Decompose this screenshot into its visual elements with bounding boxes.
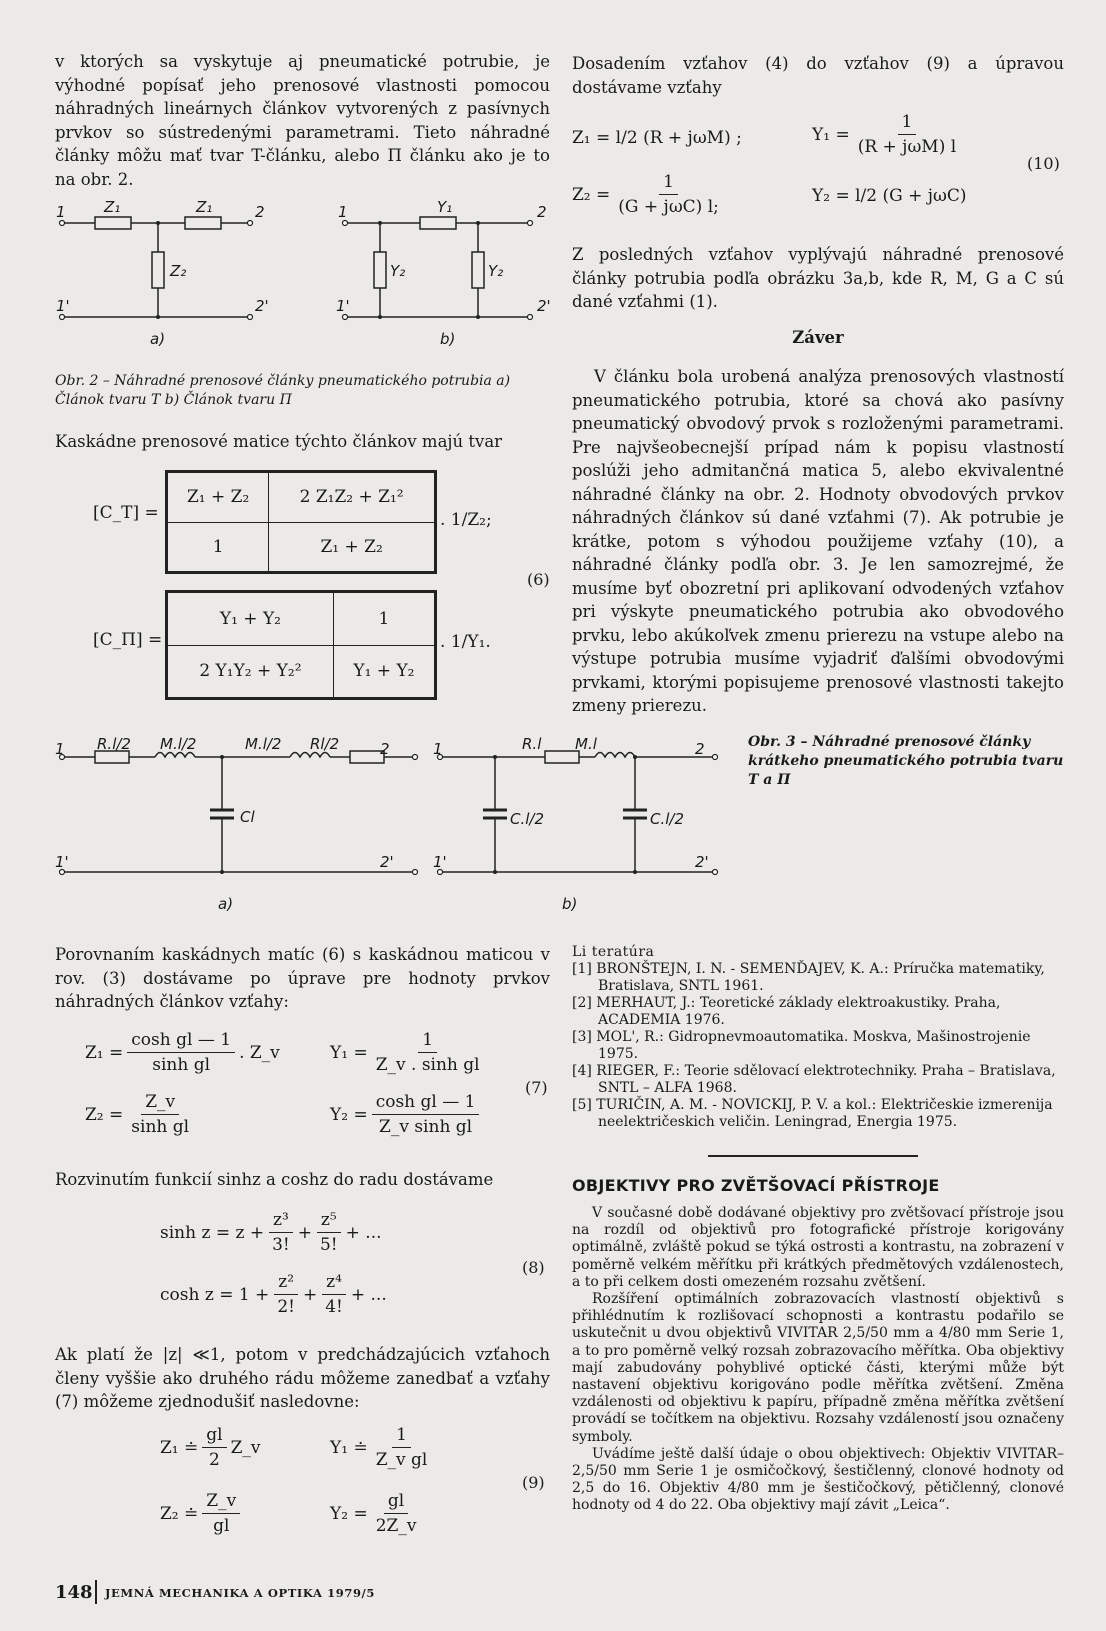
fig3b-c2: C.l/2: [650, 810, 685, 828]
reference-item: [5] TURIČIN, A. M. - NOVICKIJ, P. V. a kol.: Električeskie izmerenija neelektričeskich veličin. Leningrad, Energia 1975.: [572, 1097, 1053, 1130]
matrix-t-label: [C_T] =: [93, 503, 159, 523]
eq10-z2-num: 1: [659, 172, 678, 195]
fig2-caption: Obr. 2 – Náhradné prenosové články pneumatického potrubia a) Článok tvaru T b) Článok tvaru Π: [55, 373, 511, 408]
matrix-t-suffix: . 1/Z₂;: [440, 510, 492, 530]
zaver-paragraph: V článku bola urobená analýza prenosových vlastností pneumatického potrubia, ktoré sa chová ako pasívny pneumatický obvodový prvok s rozloženými parametrami. Pre najvšeobecnejší prípad nám k popisu vlastností poslúži jeho admitančná matica 5, alebo ekvivalentné náhradné články na obr. 2. Hodnoty obvodových prvkov náhradných článkov sú dané vzťahmi (7). Ak potrubie je krátke, potom s výhodou použijeme vzťahy (10), a náhradné články podľa obr. 3. Je len samozrejmé, že musíme byť obozretní pri aplikovaní odvodených vzťahov pri výskyte pneumatického potrubia ako obvodového prvku, lebo akúkoľvek zmenu prierezu na vstupe alebo na výstupe potrubia musíme vyjadriť ďalšími obvodovými prvkami, ktorými popisujeme prenosové vlastnosti takejto zmeny prierezu.: [572, 367, 1064, 715]
fig2a-z1-right: Z₁: [196, 198, 213, 216]
eq8-c2-den: 4!: [325, 1297, 343, 1317]
fig3b-c1: C.l/2: [510, 810, 545, 828]
figure-2-circuits: [50, 200, 560, 360]
left-intro-block: [55, 50, 550, 191]
fig3b-sublabel: b): [562, 895, 578, 913]
fig2a-z2: Z₂: [170, 262, 187, 280]
reference-item: [3] MOL', R.: Gidropnevmoautomatika. Moskva, Mašinostrojenie 1975.: [572, 1029, 1031, 1062]
fig2a-node-1: 1: [56, 203, 66, 221]
left-intro-paragraph: v ktorých sa vyskytuje aj pneumatické potrubie, je výhodné popísať jeho prenosové vlastnosti pomocou náhradných lineárnych článkov vytvorených z pasívnych prvkov so sústredenými parametrami. Tieto náhradné články môžu mať tvar T-článku, alebo Π článku ako je to na obr. 2.: [55, 52, 550, 189]
fig2a-node-2: 2: [255, 203, 265, 221]
fig2b-y1: Y₁: [437, 198, 453, 216]
matrix-t-d: Z₁ + Z₂: [269, 522, 435, 572]
fig3a-r1: R.l/2: [97, 735, 131, 753]
fig3b-node-1: 1: [433, 740, 443, 758]
article2-paragraph-1: V současné době dodávané objektivy pro zvětšovací přístroje jsou na rozdíl od objektivů pro fotografické přístroje korigovány optimálně, zvláště pokud se týká ostrosti a kontrastu, na zobrazení v poměrně velkém měřítku při krátkých předmětových vzdálenostech, a to při celkem dosti omezeném rozsahu zvětšení.: [572, 1205, 1064, 1290]
fig3a-c: Cl: [240, 808, 255, 826]
eq10-y1-num: 1: [898, 112, 917, 135]
right-column-top: [572, 52, 1064, 99]
eq8-s2-num: z⁵: [317, 1210, 341, 1233]
eq10-y1-lhs: Y₁ =: [812, 124, 850, 145]
fig3-caption: Obr. 3 – Náhradné prenosové články krátkeho pneumatického potrubia tvaru T a Π: [748, 734, 1064, 788]
eq9-z1-den: 2: [209, 1450, 220, 1470]
journal-name: JEMNÁ MECHANIKA A OPTIKA 1979/5: [105, 1586, 375, 1600]
eq7-y1-num: 1: [418, 1030, 437, 1053]
eq9-y1-den: Z_v gl: [375, 1450, 428, 1470]
fig3a-m2: M.l/2: [245, 735, 282, 753]
fig3a-m1: M.l/2: [160, 735, 197, 753]
eq8-sinh-lhs: sinh z = z +: [160, 1222, 265, 1243]
zaver-block: [572, 365, 1064, 718]
eq8-s2-den: 5!: [319, 1235, 338, 1255]
fig2b-node-1: 1: [338, 203, 348, 221]
fig3a-sublabel: a): [218, 895, 234, 913]
eq7-number: (7): [525, 1078, 548, 1097]
eq7-z1-den: sinh gl: [152, 1055, 211, 1075]
fig2b-node-2: 2: [537, 203, 547, 221]
matrix-pi-d: Y₁ + Y₂: [333, 645, 434, 698]
eq7-y1-lhs: Y₁ =: [330, 1042, 368, 1063]
eq9-y2-den: 2Z_v: [375, 1516, 417, 1536]
reference-item: [2] MERHAUT, J.: Teoretické základy elektroakustiky. Praha, ACADEMIA 1976.: [572, 995, 1001, 1028]
footer-divider: [95, 1580, 97, 1604]
eq9-z2-num: Z_v: [202, 1491, 240, 1514]
eq10-z2-lhs: Z₂ =: [572, 184, 611, 205]
fig3b-r: R.l: [522, 735, 542, 753]
equation-7: [85, 1030, 555, 1160]
eq7-y1-den: Z_v . sinh gl: [375, 1055, 480, 1075]
fig2b-y2-right: Y₂: [488, 262, 504, 280]
eq9-z1-lhs: Z₁ ≐: [160, 1437, 199, 1458]
fig2b-y2-left: Y₂: [390, 262, 406, 280]
eq8-cosh-tail: + ...: [350, 1284, 387, 1305]
fig3b-node-2p: 2': [695, 853, 709, 871]
references-block: [572, 943, 1064, 1131]
eq10-y1-den: (R + jωM) l: [857, 137, 957, 157]
eq7-z1-lhs: Z₁ =: [85, 1042, 124, 1063]
eq6-number: (6): [527, 570, 550, 589]
reference-item: [1] BRONŠTEJN, I. N. - SEMENĎAJEV, K. A.: Príručka matematiky, Bratislava, SNTL 1961.: [572, 961, 1045, 994]
eq9-y2-lhs: Y₂ =: [330, 1503, 368, 1524]
compare-block: [55, 943, 550, 1014]
fig3a-r2: Rl/2: [310, 735, 340, 753]
expand-paragraph: Rozvinutím funkcií sinhz a coshz do radu dostávame: [55, 1170, 494, 1189]
eq8-c1-num: z²: [274, 1272, 298, 1295]
page-number: 148: [55, 1582, 93, 1603]
eq8-c2-num: z⁴: [322, 1272, 346, 1295]
eq9-y1-num: 1: [392, 1425, 411, 1448]
eq8-c1-den: 2!: [277, 1297, 295, 1317]
fig3a-node-2p: 2': [380, 853, 394, 871]
fig3a-node-1p: 1': [55, 853, 69, 871]
eq9-z1-tail: Z_v: [230, 1437, 261, 1458]
equation-10: [572, 112, 1092, 222]
zaver-heading: Záver: [792, 328, 844, 347]
eq7-z2-den: sinh gl: [131, 1117, 190, 1137]
right-intro: Dosadením vzťahov (4) do vzťahov (9) a úpravou dostávame vzťahy: [572, 54, 1064, 97]
equation-8: sinh z = z + $\frac{\text{z³}}{3!}$ + $\frac{\text{z⁵}}{5!}$ + ... cosh z = 1 + $\frac{\text{z²}}{2!}$ + $\frac{\text{z⁴}}{4!}$ + ... (8): [160, 1210, 545, 1317]
eq8-cosh-lhs: cosh z = 1 +: [160, 1284, 270, 1305]
reference-item: [4] RIEGER, F.: Teorie sdělovací elektrotechniky. Praha – Bratislava, SNTL – ALFA 1968.: [572, 1063, 1056, 1096]
eq7-z1-num: cosh gl — 1: [127, 1030, 235, 1053]
fig3a-node-1: 1: [55, 740, 65, 758]
right-paragraph-2: Z posledných vzťahov vyplývajú náhradné prenosové články potrubia podľa obrázku 3a,b, kde R, M, G a C sú dané vzťahmi (1).: [572, 245, 1064, 311]
fig2b-sublabel: b): [440, 330, 456, 348]
article2-paragraph-3: Uvádíme ještě další údaje o obou objektivech: Objektiv VIVITAR–2,5/50 mm Serie 1 je osmičočkový, šestičlenný, clonové hodnoty od 2,5 do 16. Objektiv 4/80 mm je šestičočkový, pětičlenný, clonové hodnoty od 4 do 22. Oba objektivy mají závit „Leica“.: [572, 1445, 1064, 1514]
eq9-y1-lhs: Y₁ ≐: [330, 1437, 368, 1458]
matrix-pi-label: [C_Π] =: [93, 630, 163, 650]
eq7-z2-lhs: Z₂ =: [85, 1104, 124, 1125]
eq10-number: (10): [1027, 154, 1060, 173]
matrix-t-b: 2 Z₁Z₂ + Z₁²: [269, 473, 435, 523]
eq8-s1-den: 3!: [272, 1235, 290, 1255]
figure-3-circuits: [50, 735, 730, 915]
fig3b-m: M.l: [575, 735, 597, 753]
eq10-z2-den: (G + jωC) l;: [618, 197, 719, 217]
matrix-pi-suffix: . 1/Y₁.: [440, 632, 491, 652]
fig3a-node-2: 2: [380, 740, 390, 758]
eq9-y2-num: gl: [384, 1491, 408, 1514]
eq7-y2-den: Z_v sinh gl: [379, 1117, 473, 1137]
matrix-t-c: 1: [168, 522, 269, 572]
eq10-z1: Z₁ = l/2 (R + jωM) ;: [572, 128, 742, 148]
article2-paragraph-2: Rozšíření optimálních zobrazovacích vlastností objektivů s přihlédnutím k rozlišovací schopnosti a kontrastu podařilo se uskutečnit u dvou objektivů VIVITAR 2,5/50 mm a 4/80 mm Serie 1, a to pro poměrně velký rozsah zobrazovacího měřítka. Oba objektivy mají zabudovány pohyblivé optické části, kterými může být nastavení objektivu korigováno podle měřítka zvětšení. Změna vzdálenosti od objektivu k papíru, případně změna měřítka zvětšení provádí se točítkem na objektivu. Rozsahy vzdáleností jsou označeny symboly.: [572, 1291, 1064, 1445]
fig2a-node-1p: 1': [56, 297, 70, 315]
matrix-t-a: Z₁ + Z₂: [168, 473, 269, 523]
eq8-sinh-tail: + ...: [345, 1222, 382, 1243]
eq7-y2-num: cosh gl — 1: [372, 1092, 480, 1115]
cascade-intro: Kaskádne prenosové matice týchto článkov majú tvar: [55, 432, 503, 451]
approx-block: [55, 1343, 550, 1414]
section-divider: [708, 1155, 918, 1157]
approx-paragraph: Ak platí že |z| ≪1, potom v predchádzajúcich vzťahoch členy vyššie ako druhého rádu môžeme zanedbať a vzťahy (7) môžeme zjednodušiť nasledovne:: [55, 1345, 550, 1411]
eq10-y2: Y₂ = l/2 (G + jωC): [812, 186, 967, 206]
eq7-y2-lhs: Y₂ =: [330, 1104, 368, 1125]
eq9-number: (9): [522, 1473, 545, 1492]
right-paragraph-2-block: [572, 243, 1064, 314]
eq9-z1-num: gl: [202, 1425, 226, 1448]
fig2a-sublabel: a): [150, 330, 166, 348]
eq7-z1-tail: . Z_v: [239, 1042, 280, 1063]
matrix-pi-a: Y₁ + Y₂: [168, 593, 334, 646]
fig2b-node-2p: 2': [537, 297, 551, 315]
compare-paragraph: Porovnaním kaskádnych matíc (6) s kaskádnou maticou v rov. (3) dostávame po úprave pre hodnoty prvkov náhradných článkov vzťahy:: [55, 945, 550, 1011]
references-heading: Li teratúra: [572, 944, 655, 960]
fig2a-node-2p: 2': [255, 297, 269, 315]
article2-block: [572, 1205, 1064, 1515]
fig3b-node-2: 2: [695, 740, 705, 758]
matrix-pi: [165, 590, 437, 700]
eq9-z2-lhs: Z₂ ≐: [160, 1503, 199, 1524]
fig3b-node-1p: 1': [433, 853, 447, 871]
eq8-number: (8): [522, 1258, 545, 1277]
matrix-pi-c: 2 Y₁Y₂ + Y₂²: [168, 645, 334, 698]
matrix-t: [165, 470, 437, 574]
fig2b-node-1p: 1': [336, 297, 350, 315]
equation-9: [160, 1425, 550, 1555]
fig2a-z1-left: Z₁: [104, 198, 121, 216]
eq9-z2-den: gl: [213, 1516, 230, 1536]
article2-title: OBJEKTIVY PRO ZVĚTŠOVACÍ PŘÍSTROJE: [572, 1176, 940, 1195]
eq7-z2-num: Z_v: [141, 1092, 179, 1115]
matrix-pi-b: 1: [333, 593, 434, 646]
eq8-s1-num: z³: [269, 1210, 293, 1233]
